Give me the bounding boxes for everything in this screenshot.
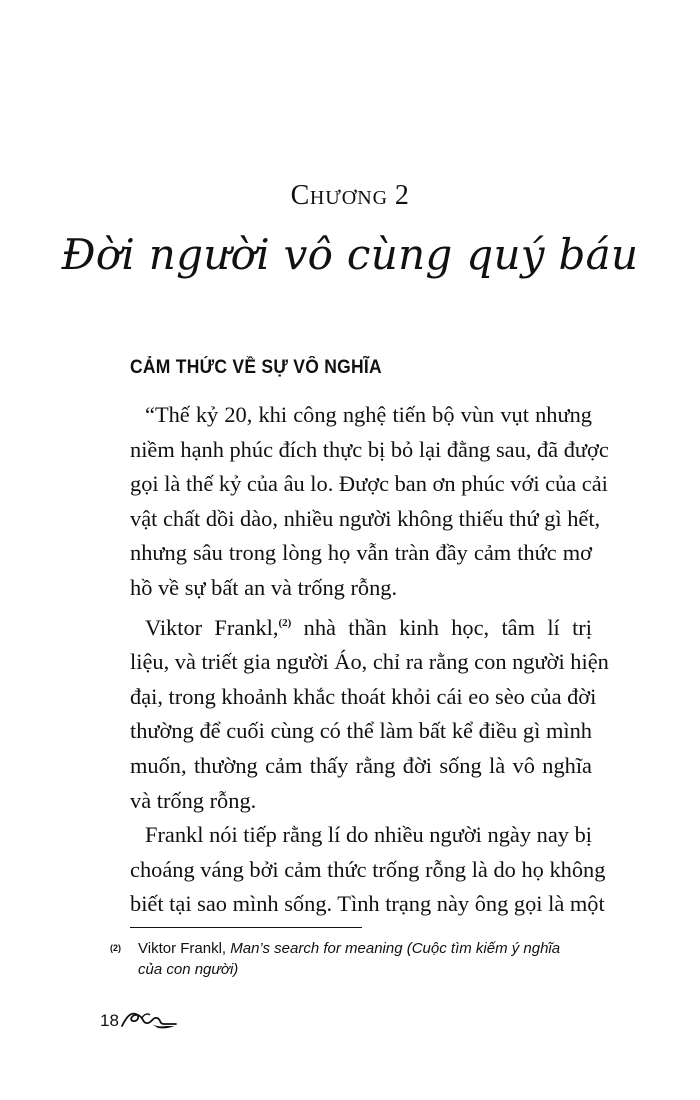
text-line: gọi là thế kỷ của âu lo. Được ban ơn phúc với của cải <box>130 471 608 497</box>
text-line: hồ về sự bất an và trống rỗng. <box>130 574 398 600</box>
footnote-work-title-continued: của con người) <box>138 961 239 978</box>
chapter-title: Đời người vô cùng quý báu <box>61 230 639 279</box>
text-line <box>130 606 592 646</box>
text-line: niềm hạnh phúc đích thực bị bỏ lại đằng sau, đã được <box>130 436 609 462</box>
footnote-reference: (2) <box>278 616 292 629</box>
chapter-number: 2 <box>394 180 410 211</box>
section-heading: CẢM THỨC VỀ SỰ VÔ NGHĨA <box>130 357 382 378</box>
person-name: Viktor Frankl, <box>145 614 279 640</box>
text-line: muốn, thường cảm thấy rằng đời sống là vô nghĩa <box>130 752 592 778</box>
text-line: và trống rỗng. <box>130 787 257 813</box>
paragraph-1 <box>130 398 609 606</box>
text-line: biết tại sao mình sống. Tình trạng này ông gọi là một <box>130 891 605 917</box>
text-line: đại, trong khoảnh khắc thoát khỏi cái eo sèo của đời <box>130 683 597 709</box>
text-line: choáng váng bởi cảm thức trống rỗng là do họ không <box>130 856 606 882</box>
footnote-work-title: Man’s search for meaning (Cuộc tìm kiếm ý nghĩa <box>230 940 561 957</box>
text-line: nhưng sâu trong lòng họ vẫn tràn đầy cảm thức mơ <box>130 540 592 566</box>
footnote-body <box>110 938 610 980</box>
chapter-label-rest: HƯƠNG <box>309 187 389 209</box>
footnote-author: Viktor Frankl, <box>138 940 231 957</box>
body-text <box>130 398 609 922</box>
footnote <box>110 938 610 980</box>
page-number: 18 <box>100 1011 119 1030</box>
chapter-label <box>0 180 700 212</box>
text-line: thường để cuối cùng có thể làm bất kể điều gì mình <box>130 718 592 744</box>
flourish-ornament-icon <box>120 1006 178 1032</box>
paragraph-3 <box>130 818 606 922</box>
text-line: vật chất dồi dào, nhiều người không thiếu thứ gì hết, <box>130 505 601 531</box>
footnote-divider <box>130 927 362 928</box>
paragraph-2 <box>130 606 609 819</box>
footnote-marker: (2) <box>110 943 121 953</box>
text-line: liệu, và triết gia người Áo, chỉ ra rằng con người hiện <box>130 649 609 675</box>
chapter-label-initial: C <box>290 180 310 211</box>
text-line: Frankl nói tiếp rằng lí do nhiều người ngày nay bị <box>145 822 592 848</box>
text-fragment: nhà thần kinh học, tâm lí trị <box>291 614 592 640</box>
text-line: “Thế kỷ 20, khi công nghệ tiến bộ vùn vụt nhưng <box>145 402 592 427</box>
